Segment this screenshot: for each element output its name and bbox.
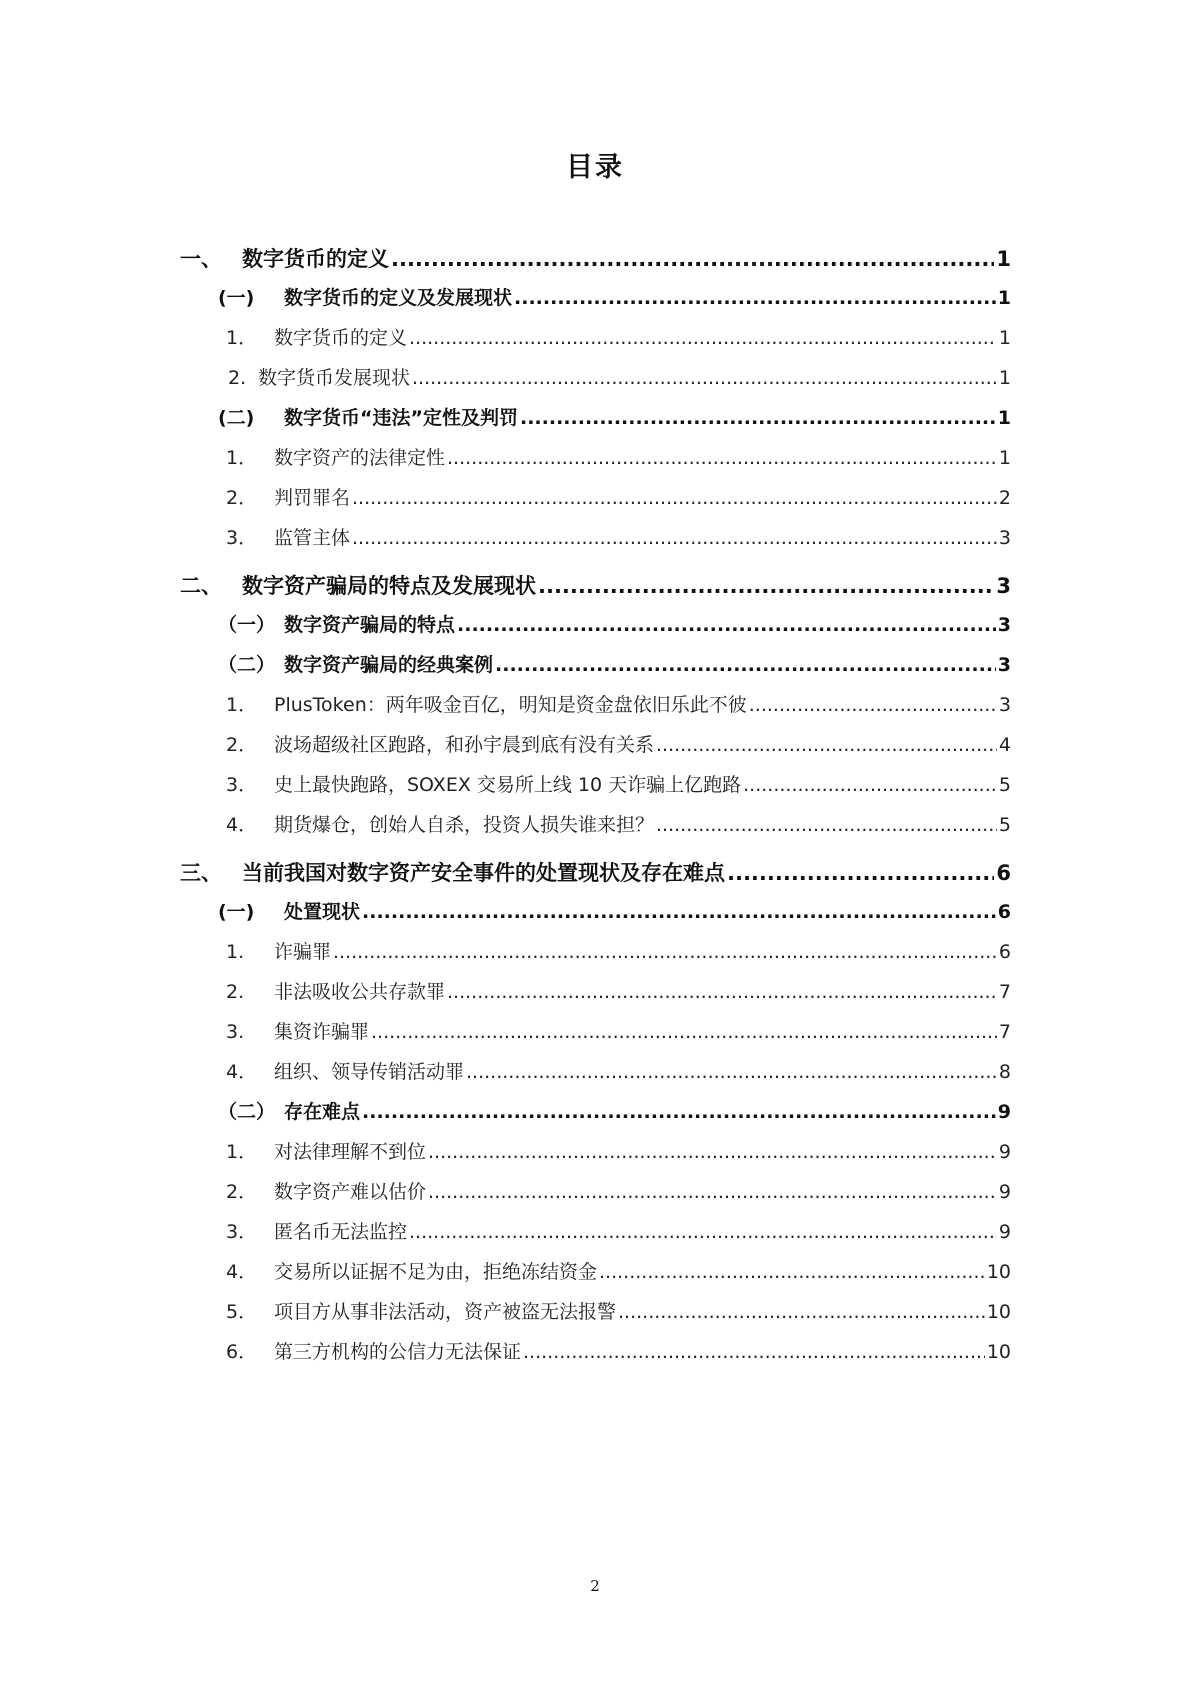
toc-entry-page: 3 — [997, 654, 1011, 676]
toc-entry-text: 当前我国对数字资产安全事件的处置现状及存在难点 — [242, 861, 725, 885]
toc-entry-text: 数字货币的定义 — [242, 247, 389, 271]
dot-leader — [412, 367, 997, 389]
toc-entry-number: 1． — [226, 694, 258, 716]
dot-leader — [523, 1341, 985, 1363]
dot-leader — [538, 574, 994, 598]
dot-leader — [333, 941, 997, 963]
toc-entry-number: 2． — [226, 734, 258, 756]
toc-entry-page: 9 — [998, 1221, 1011, 1243]
toc-entry-number: (二) — [218, 407, 255, 429]
page-title: 目录 — [566, 152, 624, 183]
toc-entry-page: 10 — [986, 1261, 1011, 1283]
dot-leader — [656, 814, 997, 836]
toc-entry-text: 数字资产骗局的经典案例 — [284, 654, 494, 676]
toc-entry-text: 数字货币发展现状 — [258, 367, 411, 389]
toc-entry-text: 数字资产难以估价 — [274, 1181, 427, 1203]
toc-entry-3-2-2[interactable] — [226, 1177, 1011, 1204]
toc-entry-page: 1 — [998, 327, 1011, 349]
toc-entry-text: 史上最快跑路，SOXEX 交易所上线 10 天诈骗上亿跑路 — [274, 774, 742, 796]
toc-entry-page: 10 — [986, 1301, 1011, 1323]
toc-entry-number: 1． — [226, 327, 258, 349]
toc-entry-text: 数字货币的定义及发展现状 — [284, 287, 513, 309]
dot-leader — [371, 1021, 997, 1043]
toc-entry-text: 数字资产骗局的特点 — [284, 614, 456, 636]
toc-entry-page: 7 — [998, 981, 1011, 1003]
toc-entry-3-1[interactable] — [218, 897, 1011, 924]
toc-entry-number: 1． — [226, 1141, 258, 1163]
toc-entry-2-2-4[interactable] — [226, 810, 1011, 837]
toc-entry-number: 2. — [228, 367, 247, 389]
toc-entry-page: 9 — [998, 1181, 1011, 1203]
toc-entry-3-1-1[interactable] — [226, 937, 1011, 964]
toc-entry-page: 1 — [998, 367, 1011, 389]
toc-entry-number: 二、 — [180, 574, 222, 598]
toc-entry-page: 4 — [998, 734, 1011, 756]
toc-entry-text: 交易所以证据不足为由，拒绝冻结资金 — [274, 1261, 598, 1283]
dot-leader — [352, 487, 997, 509]
toc-entry-text: PlusToken：两年吸金百亿，明知是资金盘依旧乐此不彼 — [274, 694, 747, 716]
toc-entry-number: 一、 — [180, 247, 222, 271]
toc-entry-page: 10 — [986, 1341, 1011, 1363]
toc-entry-number: 2. — [226, 981, 245, 1003]
toc-entry-number: 2． — [226, 487, 258, 509]
toc-entry-page: 3 — [998, 694, 1011, 716]
toc-entry-2-2[interactable] — [218, 650, 1011, 677]
toc-entry-text: 期货爆仓，创始人自杀，投资人损失谁来担？ — [274, 814, 655, 836]
dot-leader — [362, 901, 996, 923]
dot-leader — [599, 1261, 985, 1283]
dot-leader — [409, 327, 997, 349]
toc-entry-2-2-3[interactable] — [226, 770, 1011, 797]
toc-entry-1-2-1[interactable] — [226, 443, 1011, 470]
toc-entry-page: 3 — [998, 527, 1011, 549]
toc-entry-page: 5 — [998, 814, 1011, 836]
toc-entry-number: （一） — [218, 614, 276, 636]
toc-entry-text: 对法律理解不到位 — [274, 1141, 427, 1163]
toc-entry-page: 3 — [997, 614, 1011, 636]
dot-leader — [618, 1301, 985, 1323]
toc-entry-1-1-2[interactable] — [228, 363, 1011, 390]
toc-entry-3-2[interactable] — [218, 1097, 1011, 1124]
toc-entry-2[interactable] — [180, 570, 1011, 600]
toc-entry-1[interactable] — [180, 243, 1011, 273]
toc-entry-text: 监管主体 — [274, 527, 351, 549]
toc-entry-3-2-6[interactable] — [226, 1337, 1011, 1364]
toc-entry-number: (一) — [218, 287, 255, 309]
toc-entry-page: 1 — [997, 287, 1011, 309]
toc-entry-page: 1 — [998, 447, 1011, 469]
toc-entry-number: 2． — [226, 1181, 258, 1203]
toc-entry-number: （二） — [218, 1101, 276, 1123]
dot-leader — [727, 861, 994, 885]
toc-entry-1-2-2[interactable] — [226, 483, 1011, 510]
page-number: 2 — [590, 1577, 600, 1595]
toc-entry-number: 6． — [226, 1341, 258, 1363]
toc-entry-3-2-1[interactable] — [226, 1137, 1011, 1164]
toc-entry-text: 数字货币“违法”定性及判罚 — [284, 407, 518, 429]
toc-entry-text: 数字资产的法律定性 — [274, 447, 446, 469]
dot-leader — [447, 981, 997, 1003]
toc-entry-text: 匿名币无法监控 — [274, 1221, 408, 1243]
toc-entry-1-2[interactable] — [218, 403, 1011, 430]
toc-entry-number: (一) — [218, 901, 255, 923]
dot-leader — [656, 734, 997, 756]
toc-entry-number: 3． — [226, 1221, 258, 1243]
toc-entry-1-2-3[interactable] — [226, 523, 1011, 550]
toc-entry-2-2-1[interactable] — [226, 690, 1011, 717]
toc-entry-text: 处置现状 — [284, 901, 361, 923]
toc-entry-page: 9 — [997, 1101, 1011, 1123]
dot-leader — [391, 247, 994, 271]
toc-entry-page: 8 — [998, 1061, 1011, 1083]
toc-entry-page: 6 — [998, 941, 1011, 963]
dot-leader — [447, 447, 997, 469]
toc-entry-page: 3 — [996, 574, 1011, 598]
dot-leader — [495, 654, 996, 676]
dot-leader — [457, 614, 996, 636]
dot-leader — [743, 774, 997, 796]
toc-entry-1-1[interactable] — [218, 283, 1011, 310]
toc-entry-number: 3． — [226, 527, 258, 549]
toc-entry-3-1-4[interactable] — [226, 1057, 1011, 1084]
dot-leader — [428, 1181, 997, 1203]
toc-entry-text: 非法吸收公共存款罪 — [274, 981, 446, 1003]
toc-entry-3-1-3[interactable] — [226, 1017, 1011, 1044]
toc-entry-page: 6 — [996, 861, 1011, 885]
toc-entry-1-1-1[interactable] — [226, 323, 1011, 350]
toc-entry-3[interactable] — [180, 857, 1011, 887]
toc-entry-page: 2 — [998, 487, 1011, 509]
toc-entry-2-2-2[interactable] — [226, 730, 1011, 757]
toc-entry-text: 诈骗罪 — [274, 941, 332, 963]
toc-entry-text: 数字资产骗局的特点及发展现状 — [242, 574, 536, 598]
toc-entry-text: 第三方机构的公信力无法保证 — [274, 1341, 522, 1363]
toc-entry-3-2-3[interactable] — [226, 1217, 1011, 1244]
toc-entry-number: 3. — [226, 1021, 245, 1043]
dot-leader — [749, 694, 997, 716]
dot-leader — [428, 1141, 997, 1163]
toc-entry-page: 9 — [998, 1141, 1011, 1163]
toc-entry-page: 1 — [997, 407, 1011, 429]
toc-entry-text: 项目方从事非法活动，资产被盗无法报警 — [274, 1301, 617, 1323]
toc-entry-3-2-5[interactable] — [226, 1297, 1011, 1324]
toc-entry-number: 4． — [226, 814, 258, 836]
dot-leader — [466, 1061, 997, 1083]
toc-entry-text: 组织、领导传销活动罪 — [274, 1061, 465, 1083]
toc-entry-number: 1． — [226, 447, 258, 469]
toc-entry-number: 5． — [226, 1301, 258, 1323]
toc-entry-text: 数字货币的定义 — [274, 327, 408, 349]
toc-entry-text: 判罚罪名 — [274, 487, 351, 509]
dot-leader — [409, 1221, 997, 1243]
toc-entry-text: 存在难点 — [284, 1101, 361, 1123]
toc-entry-page: 7 — [998, 1021, 1011, 1043]
toc-entry-2-1[interactable] — [218, 610, 1011, 637]
toc-entry-page: 6 — [997, 901, 1011, 923]
dot-leader — [362, 1101, 996, 1123]
toc-entry-page: 5 — [998, 774, 1011, 796]
toc-entry-number: 4． — [226, 1261, 258, 1283]
toc-entry-text: 波场超级社区跑路，和孙宇晨到底有没有关系 — [274, 734, 655, 756]
toc-entry-text: 集资诈骗罪 — [274, 1021, 370, 1043]
dot-leader — [352, 527, 997, 549]
toc-entry-3-1-2[interactable] — [226, 977, 1011, 1004]
dot-leader — [520, 407, 996, 429]
toc-entry-number: 4． — [226, 1061, 258, 1083]
toc-entry-number: （二） — [218, 654, 276, 676]
dot-leader — [514, 287, 996, 309]
toc-entry-number: 三、 — [180, 861, 222, 885]
toc-entry-number: 3． — [226, 774, 258, 796]
toc-entry-3-2-4[interactable] — [226, 1257, 1011, 1284]
toc-entry-number: 1. — [226, 941, 245, 963]
toc-entry-page: 1 — [996, 247, 1011, 271]
